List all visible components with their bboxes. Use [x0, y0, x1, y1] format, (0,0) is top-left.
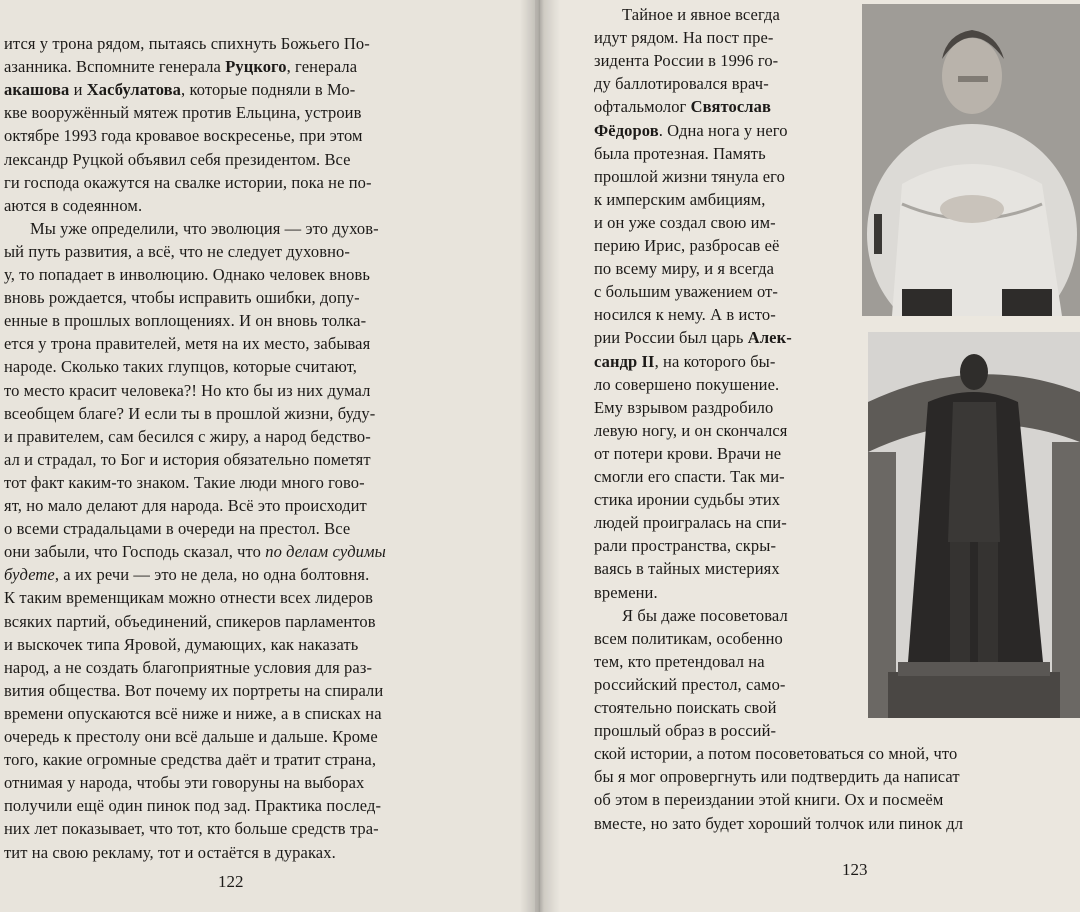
text-line [594, 489, 780, 511]
text-run: и выскочек типа Яровой, думающих, как наказать [4, 634, 359, 654]
text-run: времени опускаются всё ниже и ниже, а в списках на [4, 703, 382, 723]
bold-name: Хасбулатова [86, 80, 181, 100]
text-run: тит на свою рекламу, тот и остаётся в дураках. [4, 842, 336, 862]
left-page [0, 0, 535, 912]
text-line [4, 726, 378, 748]
text-line [594, 374, 779, 396]
text-run: прошлой жизни тянула его [594, 166, 785, 186]
text-run: идут рядом. На пост пре- [594, 28, 774, 48]
text-line [4, 287, 360, 309]
text-run: , генерала [286, 57, 358, 77]
text-run: и он уже создал свою им- [594, 212, 776, 232]
page-number: 123 [842, 860, 868, 879]
text-line [4, 102, 362, 124]
text-run: всем политикам, особенно [594, 628, 783, 648]
statue-photo [868, 332, 1080, 718]
text-run: с большим уважением от- [594, 282, 778, 302]
text-run: народе. Сколько таких глупцов, которые считают, [4, 357, 357, 377]
text-line [594, 235, 779, 257]
text-line [4, 472, 365, 494]
text-line [4, 356, 357, 378]
text-run: всеобщем благе? И если ты в прошлой жизни, буду- [4, 403, 376, 423]
text-line [4, 125, 363, 147]
text-line [622, 605, 788, 627]
text-line [4, 611, 376, 633]
text-line [4, 426, 371, 448]
text-run: рии России был царь [594, 328, 748, 348]
text-run: бы я мог опровергнуть или подтвердить да написат [594, 767, 960, 787]
text-line [594, 120, 788, 142]
text-run: о всеми страдальцами в очереди на престол. Все [4, 519, 351, 539]
text-line [622, 4, 780, 26]
text-run: об этом в переиздании этой книги. Ох и посмеём [594, 790, 944, 810]
text-line [594, 73, 769, 95]
text-line [594, 628, 783, 650]
text-run: зидента России в 1996 го- [594, 51, 779, 71]
text-line [4, 241, 350, 263]
bold-name: Руцкого [225, 57, 287, 77]
text-line [4, 749, 376, 771]
text-line [4, 541, 386, 563]
text-run: вновь рождается, чтобы исправить ошибки, допу- [4, 288, 360, 308]
text-line [4, 403, 375, 425]
text-run: рали пространства, скры- [594, 536, 777, 556]
text-line [594, 397, 773, 419]
text-line [594, 813, 963, 835]
text-line [4, 33, 370, 55]
text-line [594, 651, 765, 673]
text-run: и [69, 80, 87, 100]
text-line [594, 304, 776, 326]
text-run: прошлый образ в россий- [594, 721, 777, 741]
text-line [4, 587, 373, 609]
text-run: ый путь развития, а всё, что не следует духовно- [4, 241, 350, 261]
text-line [594, 582, 658, 604]
text-run: стика иронии судьбы этих [594, 490, 781, 510]
text-run: ится у трона рядом, пытаясь спихнуть Божьего По- [4, 34, 370, 53]
text-run: того, какие огромные средства даёт и тратит страна, [4, 750, 377, 770]
text-run: них лет показывает, что тот, кто больше средств тра- [4, 819, 379, 839]
text-line [594, 143, 766, 165]
text-line [4, 518, 350, 540]
text-run: ло совершено покушение. [594, 374, 780, 394]
text-run: азанника. Вспомните генерала [4, 57, 226, 77]
bold-name: Алек- [747, 328, 792, 348]
text-line [4, 657, 372, 679]
text-run: от потери крови. Врачи не [594, 443, 782, 463]
text-run: получили ещё один пинок под зад. Практика послед- [4, 796, 382, 816]
text-run: аются в содеянном. [4, 195, 143, 215]
text-line [4, 79, 355, 101]
text-line [4, 703, 382, 725]
text-run: , а их речи — это не дела, но одна болтовня. [54, 565, 370, 585]
text-line [4, 495, 367, 517]
text-run: ал и страдал, то Бог и история обязательно пометят [4, 449, 371, 469]
text-line [4, 795, 381, 817]
text-line [594, 466, 785, 488]
text-run: , которые подняли в Мо- [181, 80, 356, 100]
text-line [594, 27, 774, 49]
text-run: ется у трона правителей, метя на их место, забывая [4, 334, 371, 354]
text-line [4, 818, 379, 840]
text-run: , на которого бы- [654, 351, 776, 371]
text-run: то место красит человека?! Но кто бы из них думал [4, 380, 371, 400]
text-run: носился к нему. А в исто- [594, 305, 776, 325]
text-line [594, 558, 780, 580]
bold-name: сандр II [594, 351, 655, 371]
text-run: тем, кто претендовал на [594, 651, 765, 671]
text-run: они забыли, что Господь сказал, что [4, 542, 266, 562]
text-run: очередь к престолу они всё дальше и дальше. Кроме [4, 727, 378, 746]
text-run: вместе, но зато будет хороший толчок или пинок дл [594, 813, 964, 833]
text-run: ваясь в тайных мистериях [594, 559, 780, 579]
text-line [594, 789, 943, 811]
text-run: кве вооружённый мятеж против Ельцина, устроив [4, 103, 362, 123]
page-number: 122 [218, 872, 244, 891]
text-line [594, 166, 785, 188]
text-line [4, 264, 370, 286]
text-run: вития общества. Вот почему их портреты на спирали [4, 680, 384, 700]
text-line [4, 564, 369, 586]
text-line [4, 195, 142, 217]
text-line [594, 697, 777, 719]
text-run: к имперским амбициям, [594, 189, 766, 209]
text-line [4, 772, 364, 794]
text-run: людей проигралась на спи- [594, 513, 787, 533]
text-line [594, 50, 778, 72]
text-run: российский престол, само- [594, 674, 786, 694]
text-run: енные в прошлых воплощениях. И он вновь толка- [4, 311, 367, 331]
italic-quote: по делам судимы [265, 542, 386, 562]
portrait-photo [862, 4, 1080, 316]
text-run: Ему взрывом раздробило [594, 397, 774, 417]
text-run: офтальмолог [594, 97, 691, 117]
text-line [594, 212, 776, 234]
text-run: октябре 1993 года кровавое воскресенье, при этом [4, 126, 363, 146]
text-line [594, 96, 771, 118]
text-run: Я бы даже посоветовал [622, 605, 788, 625]
text-line [594, 720, 776, 742]
text-run: ги господа окажутся на свалке истории, пока не по- [4, 172, 372, 192]
text-run: и правителем, сам бесился с жиру, а народ бедство- [4, 426, 371, 446]
text-run: тот факт каким-то знаком. Такие люди много гово- [4, 472, 365, 492]
text-run: Тайное и явное всегда [622, 5, 780, 24]
text-run: всяких партий, объединений, спикеров парламентов [4, 611, 376, 631]
bold-name: Фёдоров [594, 120, 659, 140]
text-run: по всему миру, и я всегда [594, 259, 775, 279]
text-line [594, 512, 787, 534]
right-page [540, 0, 1080, 912]
text-run: смогли его спасти. Так ми- [594, 467, 785, 486]
text-run: К таким временщикам можно отнести всех лидеров [4, 588, 373, 608]
text-run: Мы уже определили, что эволюция — это духов- [30, 218, 379, 238]
text-line [594, 766, 960, 788]
text-run: у, то попадает в инволюцию. Однако человек вновь [4, 265, 370, 284]
text-line [594, 281, 778, 303]
text-line [4, 449, 371, 471]
text-run: ят, но мало делают для народа. Всё это происходит [4, 496, 367, 515]
text-run: времени. [594, 582, 658, 602]
italic-quote: будете [4, 565, 55, 585]
bold-name: акашова [4, 80, 70, 100]
text-line [4, 634, 358, 656]
text-line [4, 172, 372, 194]
text-run: ду баллотировался врач- [594, 74, 769, 94]
text-line [594, 674, 786, 696]
text-line [4, 56, 357, 78]
text-run: лександр Руцкой объявил себя президентом. Все [4, 149, 351, 169]
text-line [594, 258, 774, 280]
bold-name: Святослав [690, 97, 771, 117]
text-line [594, 351, 775, 373]
text-line [594, 420, 787, 442]
text-run: отнимая у народа, чтобы эти говоруны на выборах [4, 773, 365, 793]
text-run: перию Ирис, разбросав её [594, 236, 780, 255]
text-run: была протезная. Память [594, 143, 766, 163]
text-line [4, 680, 383, 702]
text-line [594, 743, 957, 765]
text-line [4, 149, 351, 171]
text-line [4, 842, 336, 864]
text-run: стоятельно поискать свой [594, 698, 777, 717]
text-line [594, 189, 765, 211]
text-run: народ, а не создать благоприятные условия для раз- [4, 657, 373, 677]
text-line [30, 218, 379, 240]
text-line [594, 327, 792, 349]
text-line [4, 333, 370, 355]
text-line [4, 380, 370, 402]
text-line [594, 535, 776, 557]
text-run: . Одна нога у него [658, 120, 788, 140]
text-run: левую ногу, и он скончался [594, 420, 788, 440]
text-run: ской истории, а потом посоветоваться со мной, что [594, 744, 958, 764]
text-line [594, 443, 781, 465]
text-line [4, 310, 366, 332]
